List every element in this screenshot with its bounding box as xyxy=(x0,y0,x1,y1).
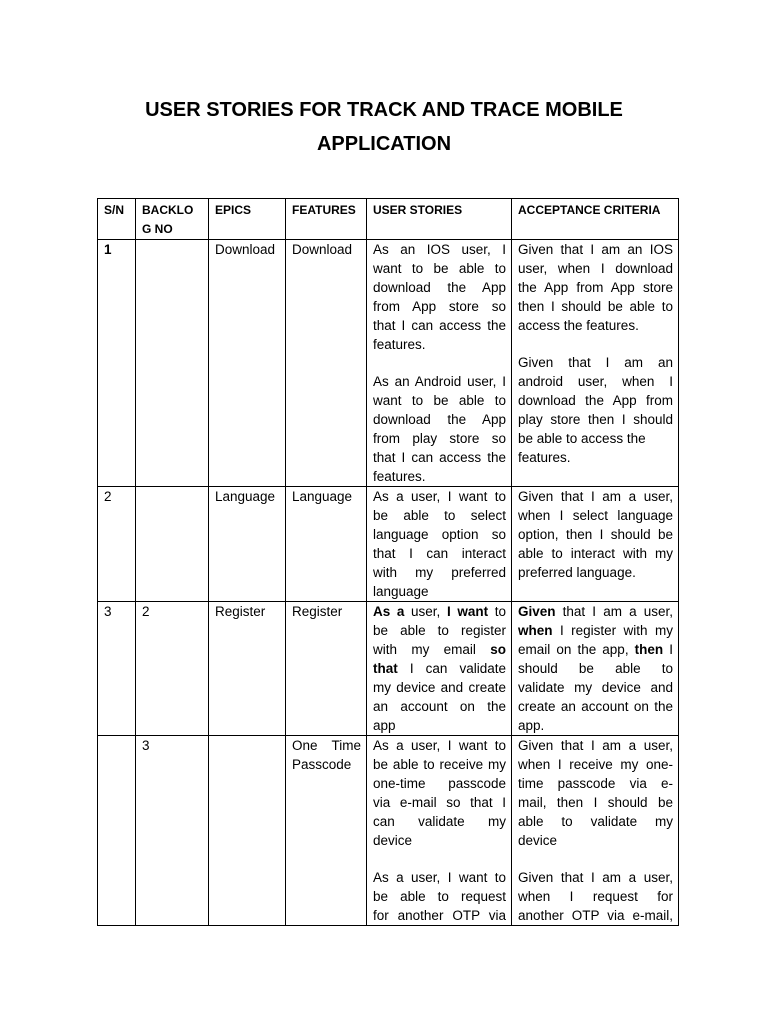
table-head xyxy=(98,199,679,240)
title-line: USER STORIES FOR TRACK AND TRACE MOBILE xyxy=(145,99,623,121)
cell-paragraph xyxy=(292,602,361,621)
cell-sn xyxy=(98,240,136,487)
text-line: One Time xyxy=(292,738,361,753)
cell-sn xyxy=(98,602,136,736)
text-line: that I can interact xyxy=(373,546,506,561)
text-line: app xyxy=(373,718,396,733)
cell-paragraph xyxy=(373,372,506,486)
bold-text: then xyxy=(634,642,664,657)
header-user-stories xyxy=(367,199,512,240)
table-row xyxy=(98,240,679,487)
cell-paragraph xyxy=(292,736,361,774)
text-line xyxy=(518,640,673,659)
text-line: 3 xyxy=(104,604,112,619)
text-line: the App from App store xyxy=(518,280,673,295)
cell-paragraph xyxy=(373,868,506,925)
text-line: Given that I am a user, xyxy=(518,738,673,753)
text-line: As a user, I want to xyxy=(373,489,506,504)
cell-paragraph xyxy=(518,353,673,467)
text-line: mail, then I should be xyxy=(518,795,673,810)
text-segment: to xyxy=(488,604,506,619)
cell-user-stories xyxy=(367,736,512,926)
text-line: 2 xyxy=(104,489,112,504)
bold-text: As a xyxy=(373,604,405,619)
text-line: Language xyxy=(292,489,353,504)
cell-paragraph xyxy=(373,602,506,735)
text-line: language option so xyxy=(373,527,506,542)
text-line: Download xyxy=(292,242,353,257)
text-line: Passcode xyxy=(292,757,352,772)
cell-sn xyxy=(98,487,136,602)
text-line: from play store so xyxy=(373,431,506,446)
text-line: download the App xyxy=(373,280,506,295)
cell-sn xyxy=(98,736,136,926)
text-line: able to validate my xyxy=(518,814,673,829)
header-label: USER STORIES xyxy=(373,203,463,217)
bold-text: that xyxy=(373,661,398,676)
cell-user-stories xyxy=(367,240,512,487)
cell-paragraph xyxy=(292,487,361,506)
text-line: 3 xyxy=(142,738,150,753)
text-line: should be able to xyxy=(518,661,673,676)
text-line: time passcode via e- xyxy=(518,776,673,791)
cell-epic xyxy=(209,602,286,736)
text-line: As a user, I want to xyxy=(373,738,506,753)
text-line: 2 xyxy=(142,604,150,619)
bold-text: so xyxy=(490,642,506,657)
text-segment: I can validate xyxy=(397,661,506,676)
cell-backlog-no xyxy=(136,736,209,926)
text-line: user, when I download xyxy=(518,261,673,276)
cell-paragraph xyxy=(518,868,673,925)
text-line: be able to select xyxy=(373,508,506,523)
cell-feature xyxy=(286,602,367,736)
text-line xyxy=(373,602,506,621)
cell-user-stories xyxy=(367,602,512,736)
header-backlog-no xyxy=(136,199,209,240)
cell-paragraph xyxy=(518,487,673,582)
user-stories-table xyxy=(97,198,679,926)
text-line: another OTP via e-mail, xyxy=(518,908,673,923)
cell-paragraph xyxy=(373,487,506,601)
text-line: option, then I should be xyxy=(518,527,673,542)
header-label: G NO xyxy=(142,222,173,236)
header-acceptance-criteria xyxy=(512,199,679,240)
text-line: from App store so xyxy=(373,299,506,314)
cell-paragraph xyxy=(215,487,280,506)
cell-paragraph xyxy=(373,736,506,850)
cell-acceptance-criteria xyxy=(512,487,679,602)
header-epic xyxy=(209,199,286,240)
text-line: app. xyxy=(518,718,545,733)
text-line: Register xyxy=(215,604,266,619)
header-label: ACCEPTANCE CRITERIA xyxy=(518,203,661,217)
text-line: features. xyxy=(518,450,571,465)
text-segment: I register with my xyxy=(552,623,673,638)
text-line xyxy=(518,621,673,640)
text-line: when I select language xyxy=(518,508,673,523)
text-line: Download xyxy=(215,242,276,257)
text-segment: I xyxy=(663,642,673,657)
text-segment: that I am a user, xyxy=(555,604,673,619)
text-line: preferred language. xyxy=(518,565,636,580)
text-line xyxy=(373,640,506,659)
cell-acceptance-criteria xyxy=(512,736,679,926)
cell-epic xyxy=(209,487,286,602)
text-line: Given that I am a user, xyxy=(518,870,673,885)
cell-epic xyxy=(209,240,286,487)
cell-acceptance-criteria xyxy=(512,240,679,487)
text-line: features. xyxy=(373,469,426,484)
text-line: validate my device and xyxy=(518,680,673,695)
cell-paragraph xyxy=(373,240,506,354)
text-line: with my preferred xyxy=(373,565,506,580)
cell-backlog-no xyxy=(136,602,209,736)
text-line: able to interact with my xyxy=(518,546,673,561)
text-line xyxy=(104,240,130,259)
text-line: android user, when I xyxy=(518,374,673,389)
text-line: my device and create xyxy=(373,680,506,695)
header-feature xyxy=(286,199,367,240)
text-line: for another OTP via xyxy=(373,908,506,923)
text-line: As a user, I want to xyxy=(373,870,506,885)
cell-paragraph xyxy=(142,736,203,755)
cell-feature xyxy=(286,487,367,602)
cell-acceptance-criteria xyxy=(512,602,679,736)
cell-paragraph xyxy=(292,240,361,259)
page-title xyxy=(0,93,768,161)
header-row xyxy=(98,199,679,240)
text-line xyxy=(373,659,506,678)
text-line: be able to register xyxy=(373,623,506,638)
header-sn xyxy=(98,199,136,240)
text-line: create an account on the xyxy=(518,699,673,714)
text-line: that I can access the xyxy=(373,318,506,333)
table-row xyxy=(98,736,679,926)
bold-text: 1 xyxy=(104,242,112,257)
text-line: that I can access the xyxy=(373,450,506,465)
header-label: EPICS xyxy=(215,203,252,217)
cell-epic xyxy=(209,736,286,926)
bold-text: Given xyxy=(518,604,556,619)
text-line: an account on the xyxy=(373,699,506,714)
text-line xyxy=(518,602,673,621)
bold-text: when xyxy=(518,623,553,638)
header-label: FEATURES xyxy=(292,203,356,217)
text-line: As an Android user, I xyxy=(373,374,506,389)
text-line: be able to request xyxy=(373,889,506,904)
text-line: can validate my xyxy=(373,814,506,829)
text-segment: user, xyxy=(404,604,447,619)
text-line: Language xyxy=(215,489,276,504)
bold-text: I want xyxy=(446,604,489,619)
text-line: Given that I am an IOS xyxy=(518,242,673,257)
text-line: device xyxy=(518,833,558,848)
text-line: Given that I am a user, xyxy=(518,489,673,504)
cell-paragraph xyxy=(215,240,280,259)
cell-paragraph xyxy=(215,602,280,621)
text-line: language xyxy=(373,584,429,599)
table-body xyxy=(98,240,679,926)
title-line: APPLICATION xyxy=(316,133,452,155)
text-line: As an IOS user, I xyxy=(373,242,506,257)
cell-backlog-no xyxy=(136,487,209,602)
cell-feature xyxy=(286,736,367,926)
cell-paragraph xyxy=(518,736,673,850)
text-line: when I receive my one- xyxy=(518,757,673,772)
text-line: via e-mail so that I xyxy=(373,795,506,810)
table-row xyxy=(98,487,679,602)
cell-feature xyxy=(286,240,367,487)
text-line: one-time passcode xyxy=(373,776,506,791)
text-line: Register xyxy=(292,604,343,619)
cell-paragraph xyxy=(104,487,130,506)
header-label: S/N xyxy=(104,203,125,217)
table-row xyxy=(98,602,679,736)
cell-paragraph xyxy=(518,240,673,335)
text-line: device xyxy=(373,833,413,848)
header-label: BACKLO xyxy=(142,203,194,217)
cell-backlog-no xyxy=(136,240,209,487)
text-segment: email on the app, xyxy=(518,642,635,657)
cell-paragraph xyxy=(104,602,130,621)
text-line: download the App from xyxy=(518,393,673,408)
cell-user-stories xyxy=(367,487,512,602)
text-line: want to be able to xyxy=(373,261,506,276)
text-line: be able to receive my xyxy=(373,757,506,772)
text-line: Given that I am an xyxy=(518,355,673,370)
text-line: when I request for xyxy=(518,889,673,904)
text-line: play store then I should xyxy=(518,412,673,427)
text-segment: with my email xyxy=(373,642,491,657)
cell-paragraph xyxy=(518,602,673,735)
text-line: download the App xyxy=(373,412,506,427)
text-line: then I should be able to xyxy=(518,299,673,314)
text-line: be able to access the xyxy=(518,431,646,446)
text-line: want to be able to xyxy=(373,393,506,408)
cell-paragraph xyxy=(104,240,130,259)
text-line: access the features. xyxy=(518,318,639,333)
text-line: features. xyxy=(373,337,426,352)
cell-paragraph xyxy=(142,602,203,621)
